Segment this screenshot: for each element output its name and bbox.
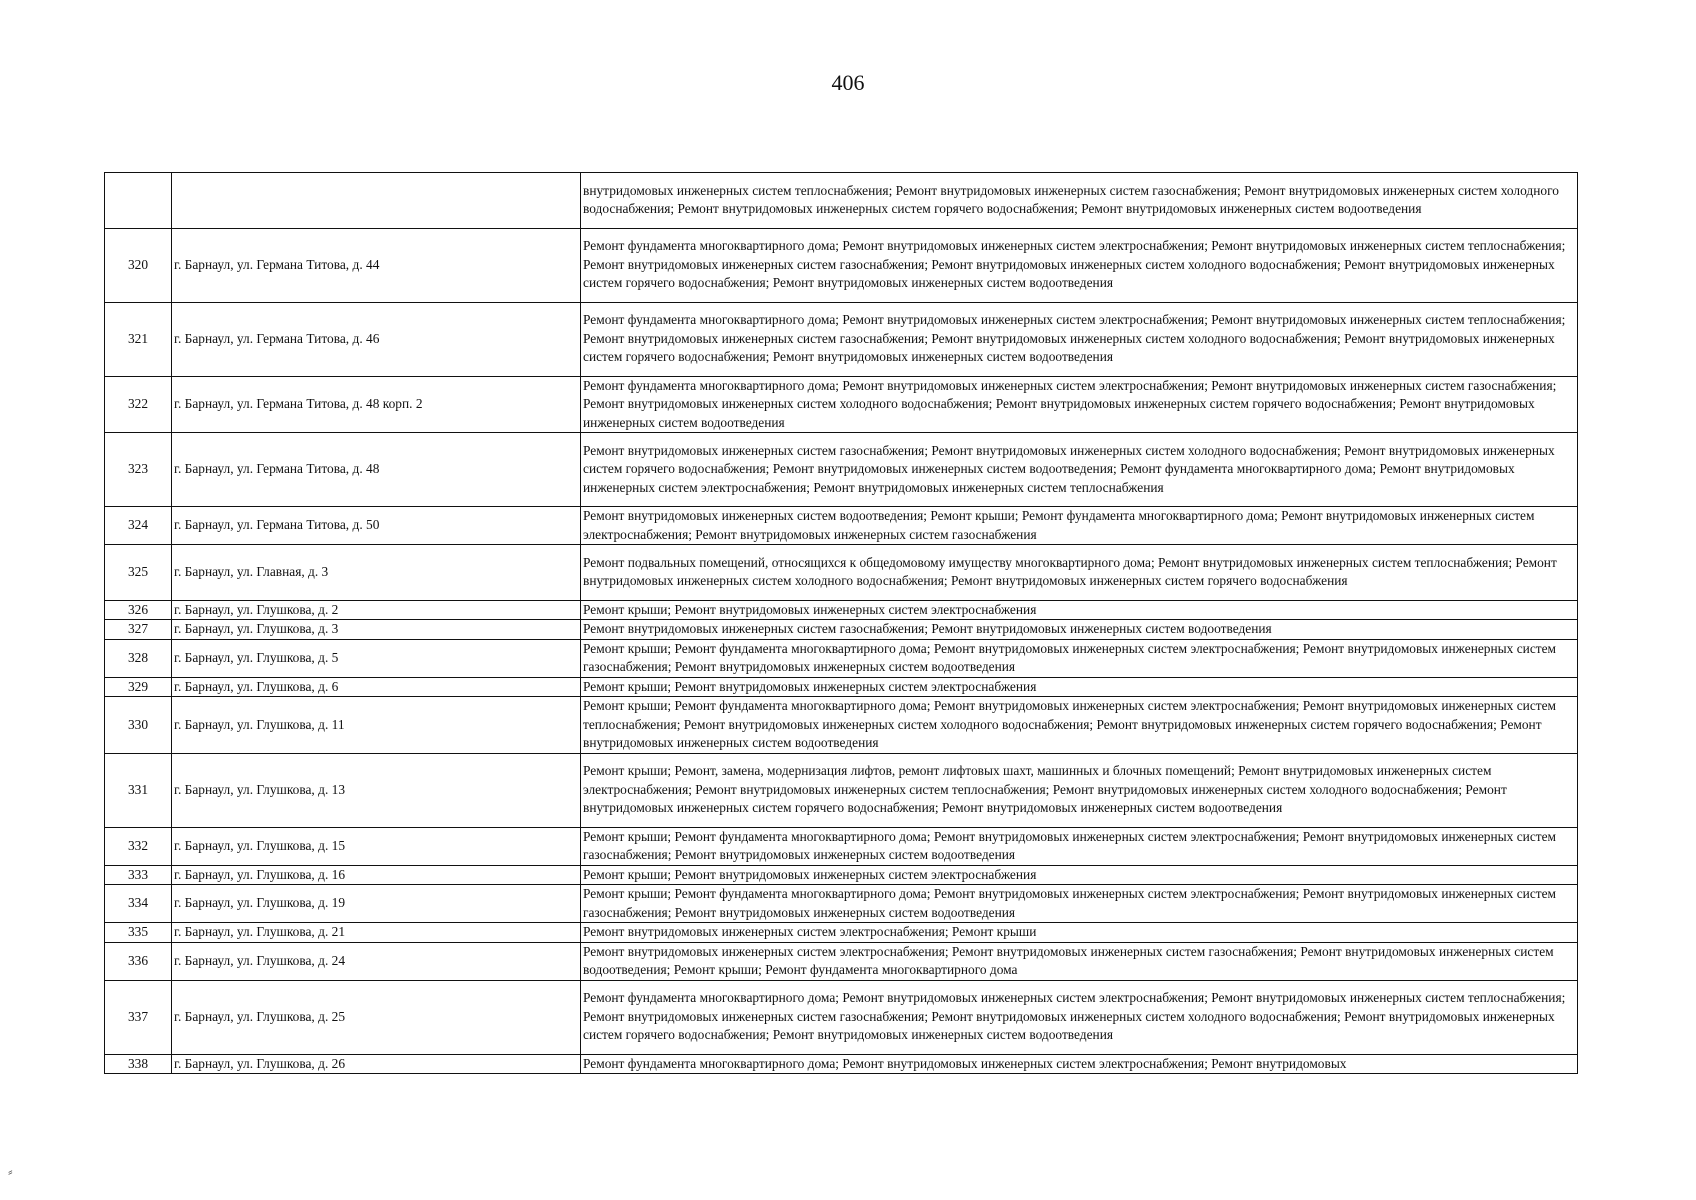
building-address: г. Барнаул, ул. Глушкова, д. 24 bbox=[172, 942, 581, 980]
table-row bbox=[105, 545, 1578, 601]
row-number: 324 bbox=[105, 507, 172, 545]
table-row bbox=[105, 923, 1578, 943]
row-number: 321 bbox=[105, 302, 172, 376]
row-number: 334 bbox=[105, 885, 172, 923]
building-address: г. Барнаул, ул. Глушкова, д. 11 bbox=[172, 697, 581, 754]
repair-works: Ремонт крыши; Ремонт внутридомовых инженерных систем электроснабжения bbox=[581, 677, 1578, 697]
row-number: 335 bbox=[105, 923, 172, 943]
repair-works: Ремонт фундамента многоквартирного дома; Ремонт внутридомовых инженерных систем электроснабжения; Ремонт внутридомовых инженерных систем теплоснабжения; Ремонт внутридомовых инженерных систем газоснабжения; Ремонт внутридомовых инженерных систем холодного водоснабжения; Ремонт внутридомовых инженерных систем горячего водоснабжения; Ремонт внутридомовых инженерных систем водоотведения bbox=[581, 228, 1578, 302]
table-row bbox=[105, 753, 1578, 827]
row-number: 325 bbox=[105, 545, 172, 601]
repair-works: Ремонт крыши; Ремонт, замена, модернизация лифтов, ремонт лифтовых шахт, машинных и блочных помещений; Ремонт внутридомовых инженерных систем электроснабжения; Ремонт внутридомовых инженерных систем теплоснабжения; Ремонт внутридомовых инженерных систем холодного водоснабжения; Ремонт внутридомовых инженерных систем горячего водоснабжения; Ремонт внутридомовых инженерных систем водоотведения bbox=[581, 753, 1578, 827]
table-body bbox=[105, 173, 1578, 1074]
row-number: 326 bbox=[105, 600, 172, 620]
building-address: г. Барнаул, ул. Глушкова, д. 16 bbox=[172, 865, 581, 885]
building-address bbox=[172, 173, 581, 229]
building-address: г. Барнаул, ул. Глушкова, д. 13 bbox=[172, 753, 581, 827]
repair-works: Ремонт подвальных помещений, относящихся к общедомовому имуществу многоквартирного дома; Ремонт внутридомовых инженерных систем теплоснабжения; Ремонт внутридомовых инженерных систем холодного водоснабжения; Ремонт внутридомовых инженерных систем горячего водоснабжения bbox=[581, 545, 1578, 601]
page-number: 406 bbox=[831, 70, 865, 95]
table-row bbox=[105, 942, 1578, 980]
repair-works: Ремонт крыши; Ремонт фундамента многоквартирного дома; Ремонт внутридомовых инженерных систем электроснабжения; Ремонт внутридомовых инженерных систем газоснабжения; Ремонт внутридомовых инженерных систем водоотведения bbox=[581, 885, 1578, 923]
row-number: 322 bbox=[105, 376, 172, 433]
row-number: 337 bbox=[105, 980, 172, 1054]
repair-works: Ремонт внутридомовых инженерных систем электроснабжения; Ремонт внутридомовых инженерных систем газоснабжения; Ремонт внутридомовых инженерных систем водоотведения; Ремонт крыши; Ремонт фундамента многоквартирного дома bbox=[581, 942, 1578, 980]
table-row bbox=[105, 697, 1578, 754]
row-number: 338 bbox=[105, 1054, 172, 1074]
repair-works: внутридомовых инженерных систем теплоснабжения; Ремонт внутридомовых инженерных систем газоснабжения; Ремонт внутридомовых инженерных систем холодного водоснабжения; Ремонт внутридомовых инженерных систем горячего водоснабжения; Ремонт внутридомовых инженерных систем водоотведения bbox=[581, 173, 1578, 229]
table-row bbox=[105, 376, 1578, 433]
repair-works: Ремонт крыши; Ремонт фундамента многоквартирного дома; Ремонт внутридомовых инженерных систем электроснабжения; Ремонт внутридомовых инженерных систем теплоснабжения; Ремонт внутридомовых инженерных систем холодного водоснабжения; Ремонт внутридомовых инженерных систем горячего водоснабжения; Ремонт внутридомовых инженерных систем водоотведения bbox=[581, 697, 1578, 754]
table-row bbox=[105, 885, 1578, 923]
row-number: 320 bbox=[105, 228, 172, 302]
table-row bbox=[105, 228, 1578, 302]
repair-works: Ремонт внутридомовых инженерных систем газоснабжения; Ремонт внутридомовых инженерных систем водоотведения bbox=[581, 620, 1578, 640]
repair-works: Ремонт крыши; Ремонт фундамента многоквартирного дома; Ремонт внутридомовых инженерных систем электроснабжения; Ремонт внутридомовых инженерных систем газоснабжения; Ремонт внутридомовых инженерных систем водоотведения bbox=[581, 639, 1578, 677]
building-address: г. Барнаул, ул. Глушкова, д. 2 bbox=[172, 600, 581, 620]
building-address: г. Барнаул, ул. Глушкова, д. 25 bbox=[172, 980, 581, 1054]
table-row bbox=[105, 677, 1578, 697]
row-number: 333 bbox=[105, 865, 172, 885]
row-number: 332 bbox=[105, 827, 172, 865]
table-row bbox=[105, 1054, 1578, 1074]
repair-works: Ремонт фундамента многоквартирного дома; Ремонт внутридомовых инженерных систем электроснабжения; Ремонт внутридомовых инженерных систем теплоснабжения; Ремонт внутридомовых инженерных систем газоснабжения; Ремонт внутридомовых инженерных систем холодного водоснабжения; Ремонт внутридомовых инженерных систем горячего водоснабжения; Ремонт внутридомовых инженерных систем водоотведения bbox=[581, 980, 1578, 1054]
row-number: 328 bbox=[105, 639, 172, 677]
building-address: г. Барнаул, ул. Глушкова, д. 5 bbox=[172, 639, 581, 677]
building-address: г. Барнаул, ул. Глушкова, д. 3 bbox=[172, 620, 581, 640]
table-row bbox=[105, 507, 1578, 545]
repair-works: Ремонт внутридомовых инженерных систем электроснабжения; Ремонт крыши bbox=[581, 923, 1578, 943]
scan-artifact: ⸗ bbox=[8, 1165, 13, 1180]
row-number: 336 bbox=[105, 942, 172, 980]
repair-works: Ремонт внутридомовых инженерных систем водоотведения; Ремонт крыши; Ремонт фундамента многоквартирного дома; Ремонт внутридомовых инженерных систем электроснабжения; Ремонт внутридомовых инженерных систем газоснабжения bbox=[581, 507, 1578, 545]
table-row bbox=[105, 639, 1578, 677]
table-row bbox=[105, 865, 1578, 885]
table-row bbox=[105, 600, 1578, 620]
building-address: г. Барнаул, ул. Главная, д. 3 bbox=[172, 545, 581, 601]
row-number: 323 bbox=[105, 433, 172, 507]
repair-works: Ремонт фундамента многоквартирного дома; Ремонт внутридомовых инженерных систем электроснабжения; Ремонт внутридомовых инженерных систем теплоснабжения; Ремонт внутридомовых инженерных систем газоснабжения; Ремонт внутридомовых инженерных систем холодного водоснабжения; Ремонт внутридомовых инженерных систем горячего водоснабжения; Ремонт внутридомовых инженерных систем водоотведения bbox=[581, 302, 1578, 376]
building-address: г. Барнаул, ул. Германа Титова, д. 48 bbox=[172, 433, 581, 507]
building-address: г. Барнаул, ул. Германа Титова, д. 48 корп. 2 bbox=[172, 376, 581, 433]
building-registry-table bbox=[104, 172, 1578, 1074]
table-row bbox=[105, 827, 1578, 865]
table-row bbox=[105, 620, 1578, 640]
building-address: г. Барнаул, ул. Глушкова, д. 21 bbox=[172, 923, 581, 943]
table-row bbox=[105, 433, 1578, 507]
building-address: г. Барнаул, ул. Глушкова, д. 15 bbox=[172, 827, 581, 865]
building-address: г. Барнаул, ул. Германа Титова, д. 44 bbox=[172, 228, 581, 302]
building-address: г. Барнаул, ул. Германа Титова, д. 46 bbox=[172, 302, 581, 376]
row-number bbox=[105, 173, 172, 229]
repair-works: Ремонт крыши; Ремонт внутридомовых инженерных систем электроснабжения bbox=[581, 600, 1578, 620]
repair-works: Ремонт крыши; Ремонт внутридомовых инженерных систем электроснабжения bbox=[581, 865, 1578, 885]
building-address: г. Барнаул, ул. Глушкова, д. 6 bbox=[172, 677, 581, 697]
building-address: г. Барнаул, ул. Глушкова, д. 26 bbox=[172, 1054, 581, 1074]
building-address: г. Барнаул, ул. Глушкова, д. 19 bbox=[172, 885, 581, 923]
repair-works: Ремонт фундамента многоквартирного дома; Ремонт внутридомовых инженерных систем электроснабжения; Ремонт внутридомовых инженерных систем газоснабжения; Ремонт внутридомовых инженерных систем холодного водоснабжения; Ремонт внутридомовых инженерных систем горячего водоснабжения; Ремонт внутридомовых инженерных систем водоотведения bbox=[581, 376, 1578, 433]
table-row bbox=[105, 302, 1578, 376]
table-row bbox=[105, 980, 1578, 1054]
repair-works: Ремонт крыши; Ремонт фундамента многоквартирного дома; Ремонт внутридомовых инженерных систем электроснабжения; Ремонт внутридомовых инженерных систем газоснабжения; Ремонт внутридомовых инженерных систем водоотведения bbox=[581, 827, 1578, 865]
row-number: 331 bbox=[105, 753, 172, 827]
row-number: 327 bbox=[105, 620, 172, 640]
table-row bbox=[105, 173, 1578, 229]
row-number: 330 bbox=[105, 697, 172, 754]
repair-works: Ремонт внутридомовых инженерных систем газоснабжения; Ремонт внутридомовых инженерных систем холодного водоснабжения; Ремонт внутридомовых инженерных систем горячего водоснабжения; Ремонт внутридомовых инженерных систем водоотведения; Ремонт фундамента многоквартирного дома; Ремонт внутридомовых инженерных систем электроснабжения; Ремонт внутридомовых инженерных систем теплоснабжения bbox=[581, 433, 1578, 507]
building-address: г. Барнаул, ул. Германа Титова, д. 50 bbox=[172, 507, 581, 545]
row-number: 329 bbox=[105, 677, 172, 697]
repair-works: Ремонт фундамента многоквартирного дома; Ремонт внутридомовых инженерных систем электроснабжения; Ремонт внутридомовых bbox=[581, 1054, 1578, 1074]
